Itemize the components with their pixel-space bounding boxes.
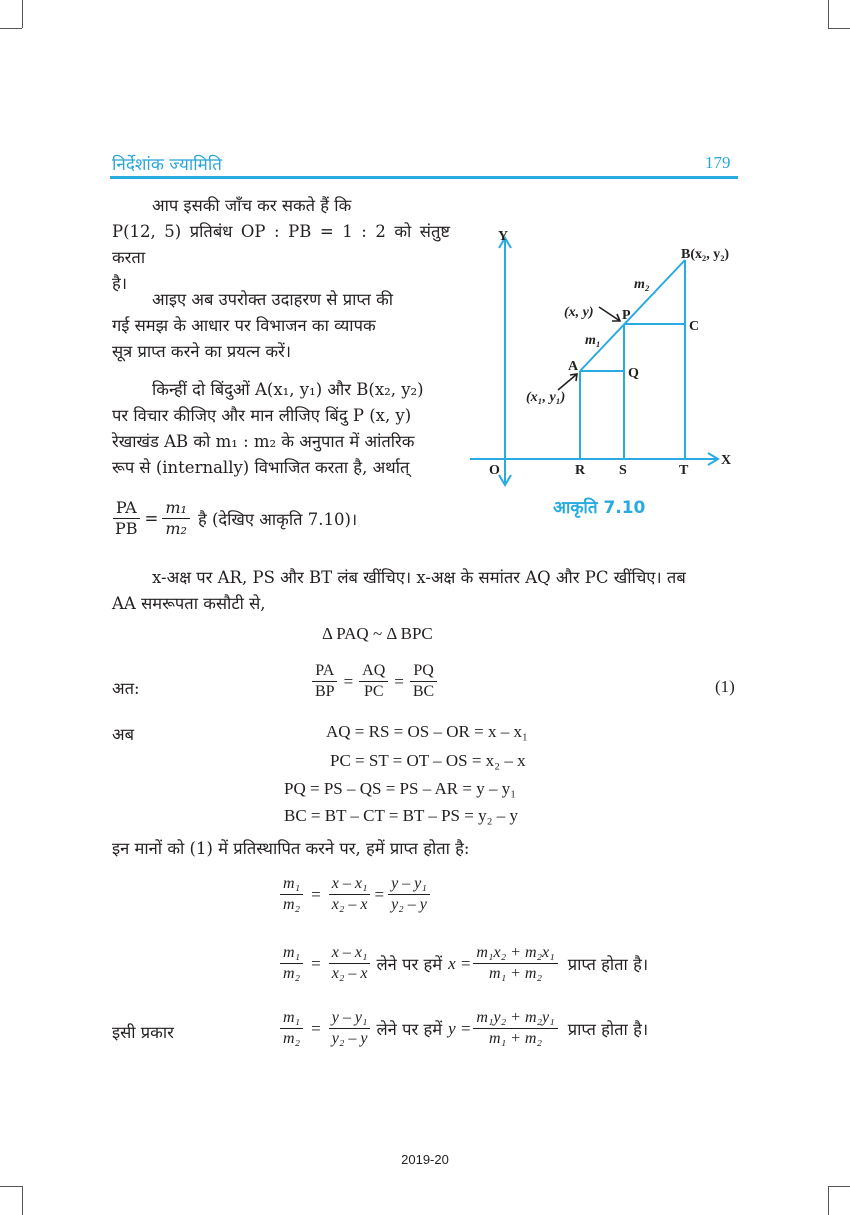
ratio-text: है (देखिए आकृति 7.10)। (197, 510, 358, 529)
equation-bc: BC = BT – CT = BT – PS = y₂ – y (284, 806, 519, 825)
intro-paragraph-3 (112, 377, 450, 481)
label-b: B(x₂, y₂) (681, 247, 730, 262)
text-line: है। (112, 274, 128, 293)
fraction-m1-m2: $\frac{\text{m₁}}{\text{m₂}}$ (162, 498, 190, 539)
crop-mark (828, 28, 850, 29)
equation-tag: (1) (715, 677, 735, 696)
label-c: C (689, 319, 700, 334)
text-line: रेखाखंड AB को m₁ : m₂ के अनुपात में आंतरिक (112, 432, 415, 451)
footer-year: 2019-20 (401, 1152, 449, 1167)
text-line: x-अक्ष पर AR, PS और BT लंब खींचिए। x-अक्ष के समांतर AQ और PC खींचिए। तब (152, 568, 686, 587)
text-line: आप इसकी जाँच कर सकते हैं कि (152, 196, 352, 215)
label-m2: m₂ (634, 277, 650, 292)
text-line: किन्हीं दो बिंदुओं A(x₁, y₁) और B(x₂, y₂) (152, 380, 424, 399)
crop-mark (22, 1186, 23, 1215)
equation-1: $\frac{PA}{BP}$ = $\frac{AQ}{PC}$ = $\frac{PQ}{BC}$ (312, 661, 437, 702)
crop-mark (828, 0, 829, 28)
label-s: S (619, 463, 627, 478)
figure-7-10 (460, 220, 750, 520)
text-line: आइए अब उपरोक्त उदाहरण से प्राप्त की (152, 290, 394, 309)
chapter-title: निर्देशांक ज्यामिति (112, 155, 222, 175)
label-y: Y (498, 229, 509, 244)
body-paragraph (112, 565, 740, 617)
page-number: 179 (705, 153, 731, 172)
label-o: O (489, 463, 500, 478)
similarity-statement: Δ PAQ ~ Δ BPC (322, 624, 433, 643)
equation-y-formula: $\frac{\text{m₁}}{\text{m₂}}$ = $\frac{\text{y – y₁}}{\text{y₂ – y}}$ लेने पर हमें y = $\frac{\text{m₁y₂ + m₂y₁}}{\text{m₁ + m₂}}$ प्राप्त होता है। (280, 1008, 648, 1049)
substitution-sentence: इन मानों को (1) में प्रतिस्थापित करने पर, हमें प्राप्त होता है: (112, 839, 470, 858)
equation-pq: PQ = PS – QS = PS – AR = y – y₁ (284, 779, 517, 798)
header-rule (110, 176, 738, 179)
text-line: पर विचार कीजिए और मान लीजिए बिंदु P (x, y) (112, 406, 412, 425)
equation-aq: AQ = RS = OS – OR = x – x₁ (326, 722, 528, 741)
equation-x-formula: $\frac{\text{m₁}}{\text{m₂}}$ = $\frac{\text{x – x₁}}{\text{x₂ – x}}$ लेने पर हमें x = $\frac{\text{m₁x₂ + m₂x₁}}{\text{m₁ + m₂}}$ प्राप्त होता है। (280, 943, 648, 984)
pointer-arrow-a (558, 374, 577, 390)
label-p: P (622, 308, 631, 323)
crop-mark (22, 0, 23, 28)
label-ab: अब (112, 725, 135, 744)
label-ata: अत: (112, 679, 140, 698)
ratio-statement: $\frac{PA}{PB}$ = $\frac{\text{m₁}}{\text{m₂}}$ है (देखिए आकृति 7.10)। (112, 498, 357, 539)
equation-pc: PC = ST = OT – OS = x₂ – x (330, 751, 526, 770)
label-x: X (721, 453, 732, 468)
crop-mark (0, 28, 22, 29)
label-x1y1: (x₁, y₁) (526, 390, 566, 405)
text-line: रूप से (internally) विभाजित करता है, अर्थात् (112, 458, 410, 477)
fraction-pa-pb: $\frac{PA}{PB}$ (112, 498, 141, 539)
intro-paragraph-2 (112, 287, 450, 365)
text-line: गई समझ के आधार पर विभाजन का व्यापक (112, 316, 376, 335)
figure-caption: आकृति 7.10 (553, 498, 646, 518)
label-xy: (x, y) (564, 305, 594, 320)
segment-ab (580, 260, 685, 371)
text-line: P(12, 5) प्रतिबंध OP : PB = 1 : 2 को संतुष्ट करता (112, 222, 450, 267)
crop-mark (0, 1186, 22, 1187)
equation-ratio-all: $\frac{\text{m₁}}{\text{m₂}}$ = $\frac{\text{x – x₁}}{\text{x₂ – x}}$ = $\frac{\text{y – y₁}}{\text{y₂ – y}}$ (280, 874, 430, 915)
intro-paragraph-1 (112, 193, 450, 297)
label-q: Q (628, 366, 639, 381)
crop-mark (828, 1186, 850, 1187)
text-line: सूत्र प्राप्त करने का प्रयत्न करें। (112, 342, 292, 361)
label-a: A (568, 359, 579, 374)
crop-mark (828, 1186, 829, 1215)
label-t: T (679, 463, 689, 478)
label-m1: m₁ (585, 333, 601, 348)
text-line: AA समरूपता कसौटी से, (112, 594, 266, 613)
pointer-arrow-p (599, 307, 620, 321)
label-isi-prakar: इसी प्रकार (112, 1023, 174, 1042)
label-r: R (575, 463, 586, 478)
